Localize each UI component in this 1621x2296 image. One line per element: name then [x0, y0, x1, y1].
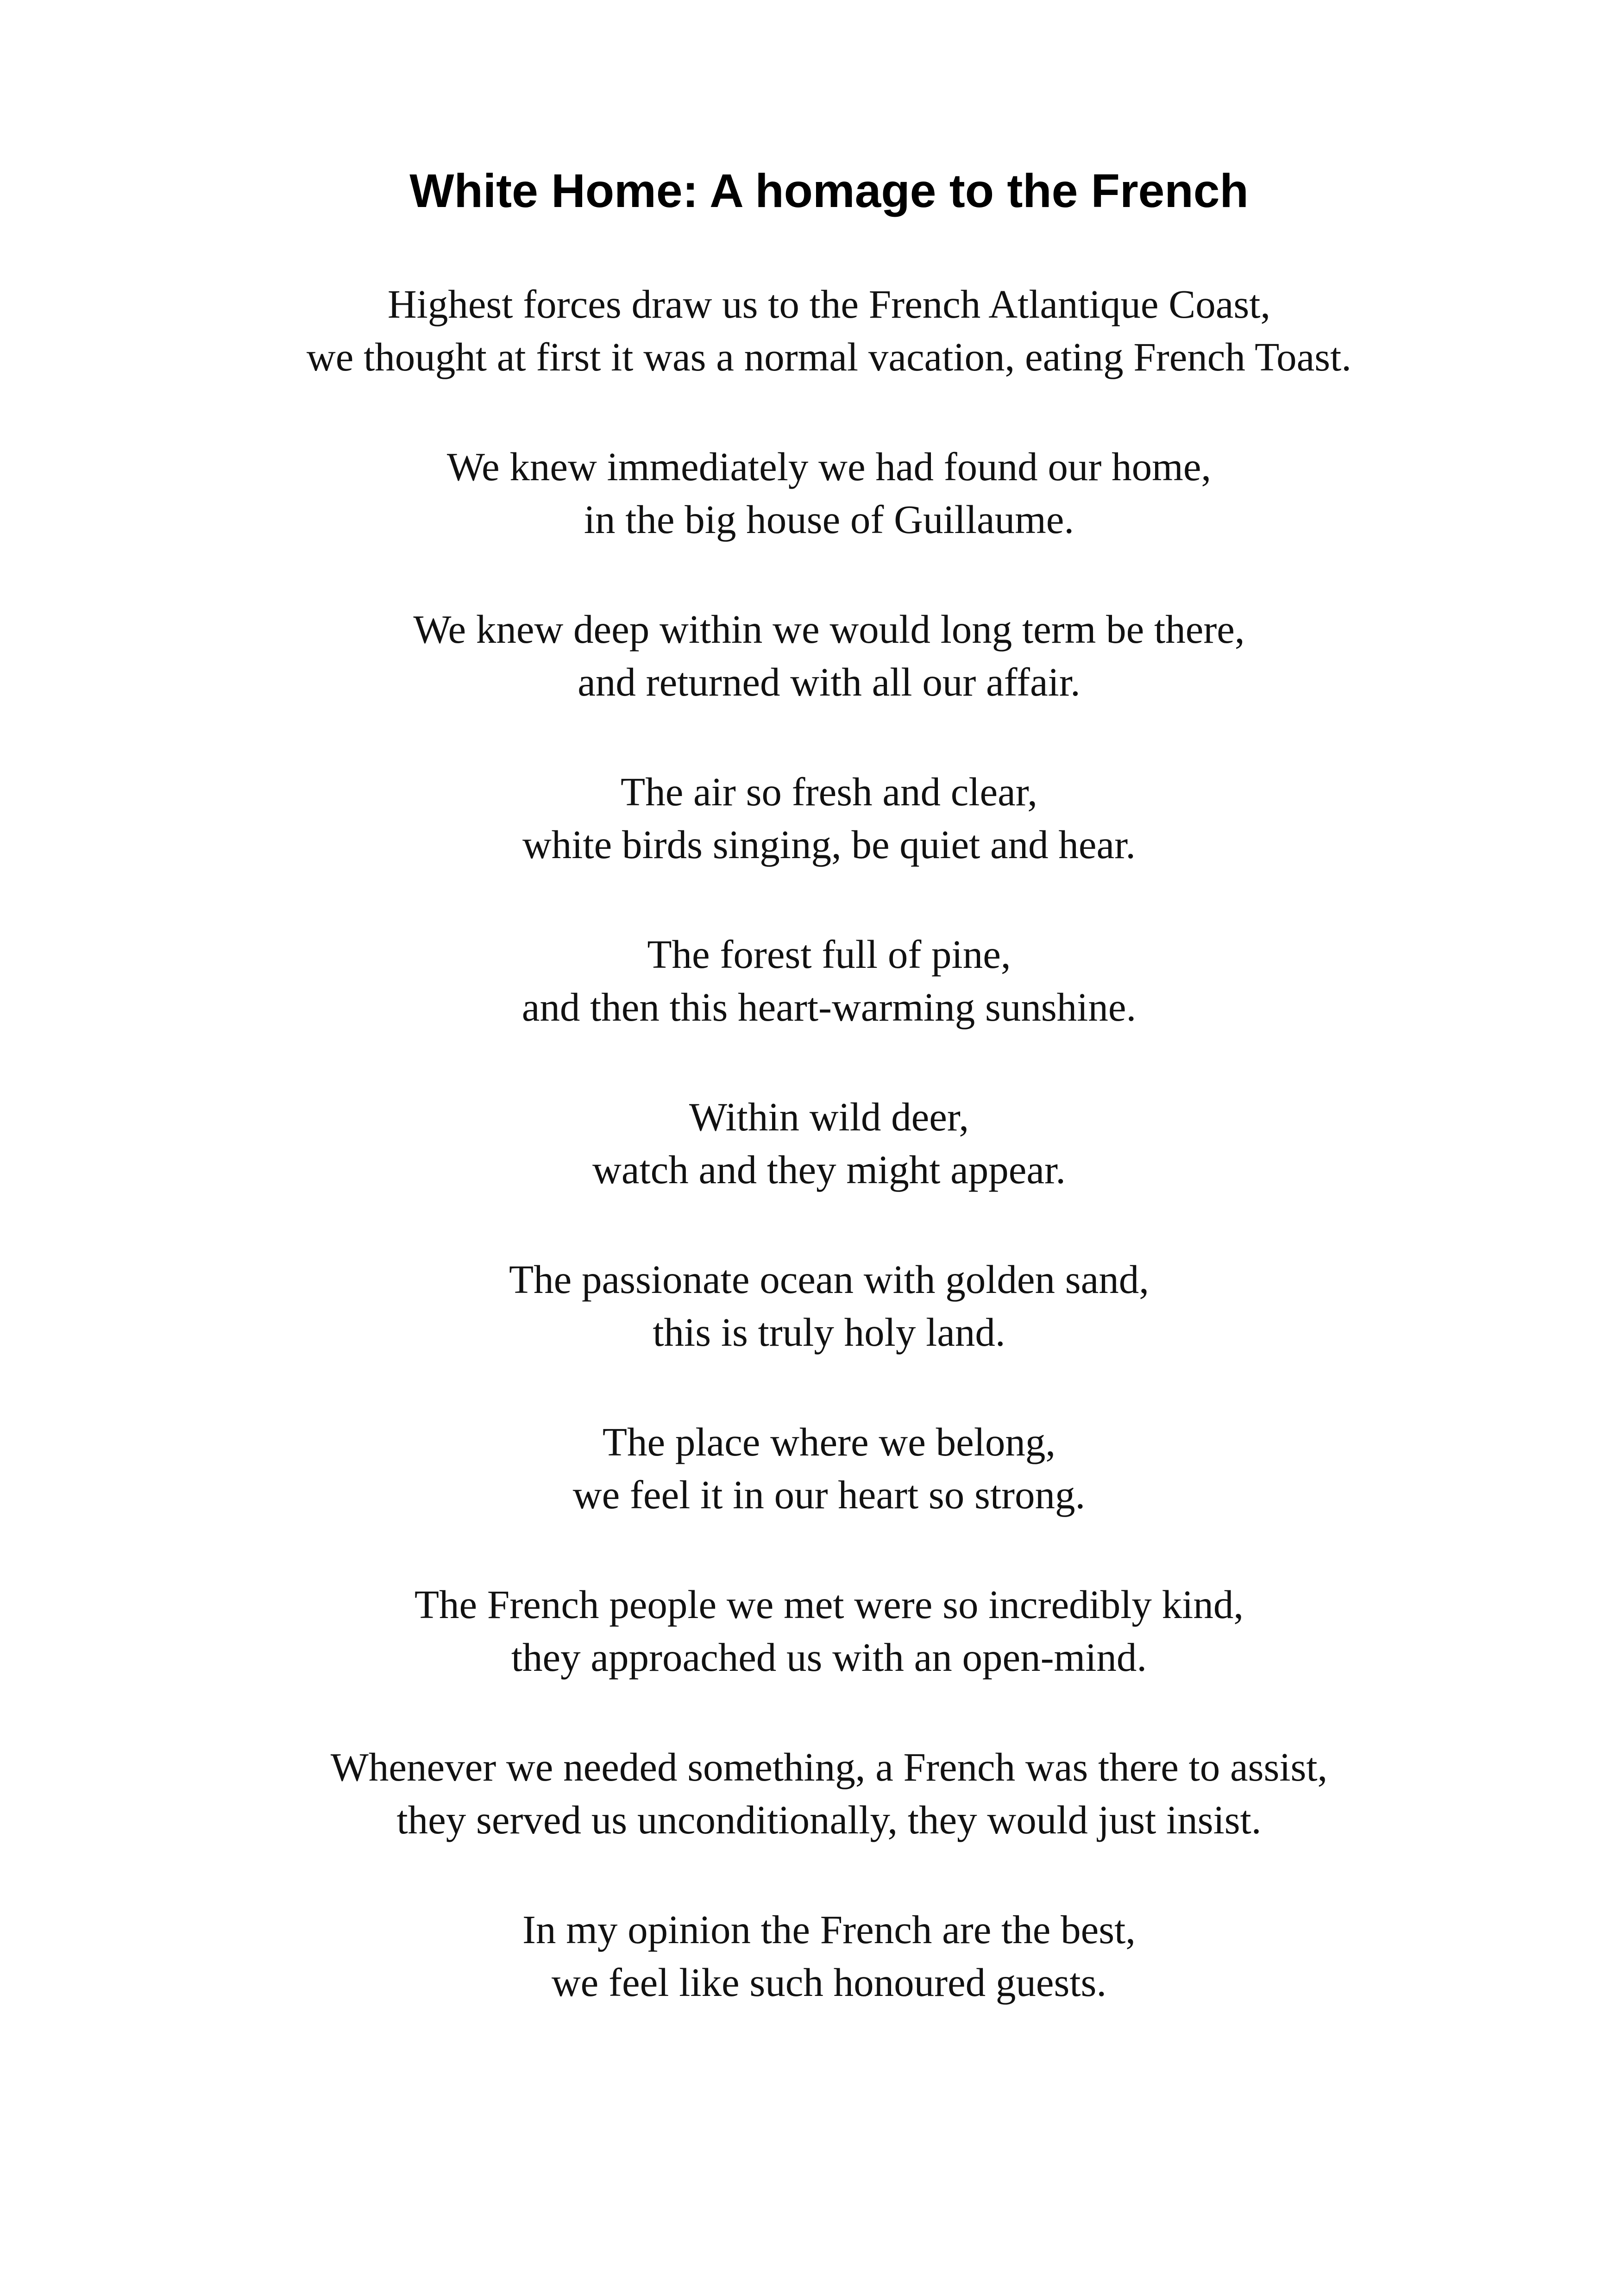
poem-line: and returned with all our affair. [578, 659, 1081, 704]
poem-line: Within wild deer, [689, 1094, 969, 1139]
poem-line: and then this heart-warming sunshine. [521, 985, 1137, 1029]
poem-line: this is truly holy land. [653, 1310, 1005, 1355]
poem-line: The forest full of pine, [647, 932, 1011, 977]
stanza-3 [37, 603, 1621, 709]
poem-line: we feel it in our heart so strong. [572, 1472, 1086, 1517]
stanza-1 [37, 278, 1621, 383]
poem-line: The French people we met were so incredibly kind, [414, 1582, 1244, 1627]
poem-line: We knew deep within we would long term be there, [413, 607, 1245, 652]
poem-title: White Home: A homage to the French [409, 164, 1249, 217]
poem-line: We knew immediately we had found our home, [446, 444, 1212, 489]
poem-line: watch and they might appear. [592, 1147, 1066, 1192]
stanza-7 [37, 1253, 1621, 1359]
stanza-6 [37, 1091, 1621, 1196]
poem-line: we thought at first it was a normal vacation, eating French Toast. [306, 334, 1352, 379]
poem-line: they approached us with an open-mind. [511, 1635, 1147, 1680]
stanza-8 [37, 1416, 1621, 1521]
poem-line: they served us unconditionally, they would just insist. [396, 1797, 1262, 1842]
poem-line: The place where we belong, [602, 1419, 1056, 1464]
poem-line: In my opinion the French are the best, [522, 1907, 1136, 1952]
stanza-5 [37, 928, 1621, 1034]
stanza-11 [37, 1903, 1621, 2009]
poem-line: The air so fresh and clear, [621, 769, 1037, 814]
stanza-4 [37, 765, 1621, 871]
poem-line: Highest forces draw us to the French Atlantique Coast, [387, 282, 1271, 326]
stanza-2 [37, 440, 1621, 546]
poem-body [0, 278, 1621, 2009]
poem-line: Whenever we needed something, a French was there to assist, [330, 1744, 1328, 1789]
stanza-9 [37, 1578, 1621, 1684]
poem-line: white birds singing, be quiet and hear. [522, 822, 1136, 867]
poem-line: in the big house of Guillaume. [584, 497, 1074, 542]
stanza-10 [37, 1741, 1621, 1846]
poem-line: we feel like such honoured guests. [551, 1960, 1107, 2005]
poem-line: The passionate ocean with golden sand, [509, 1257, 1149, 1302]
